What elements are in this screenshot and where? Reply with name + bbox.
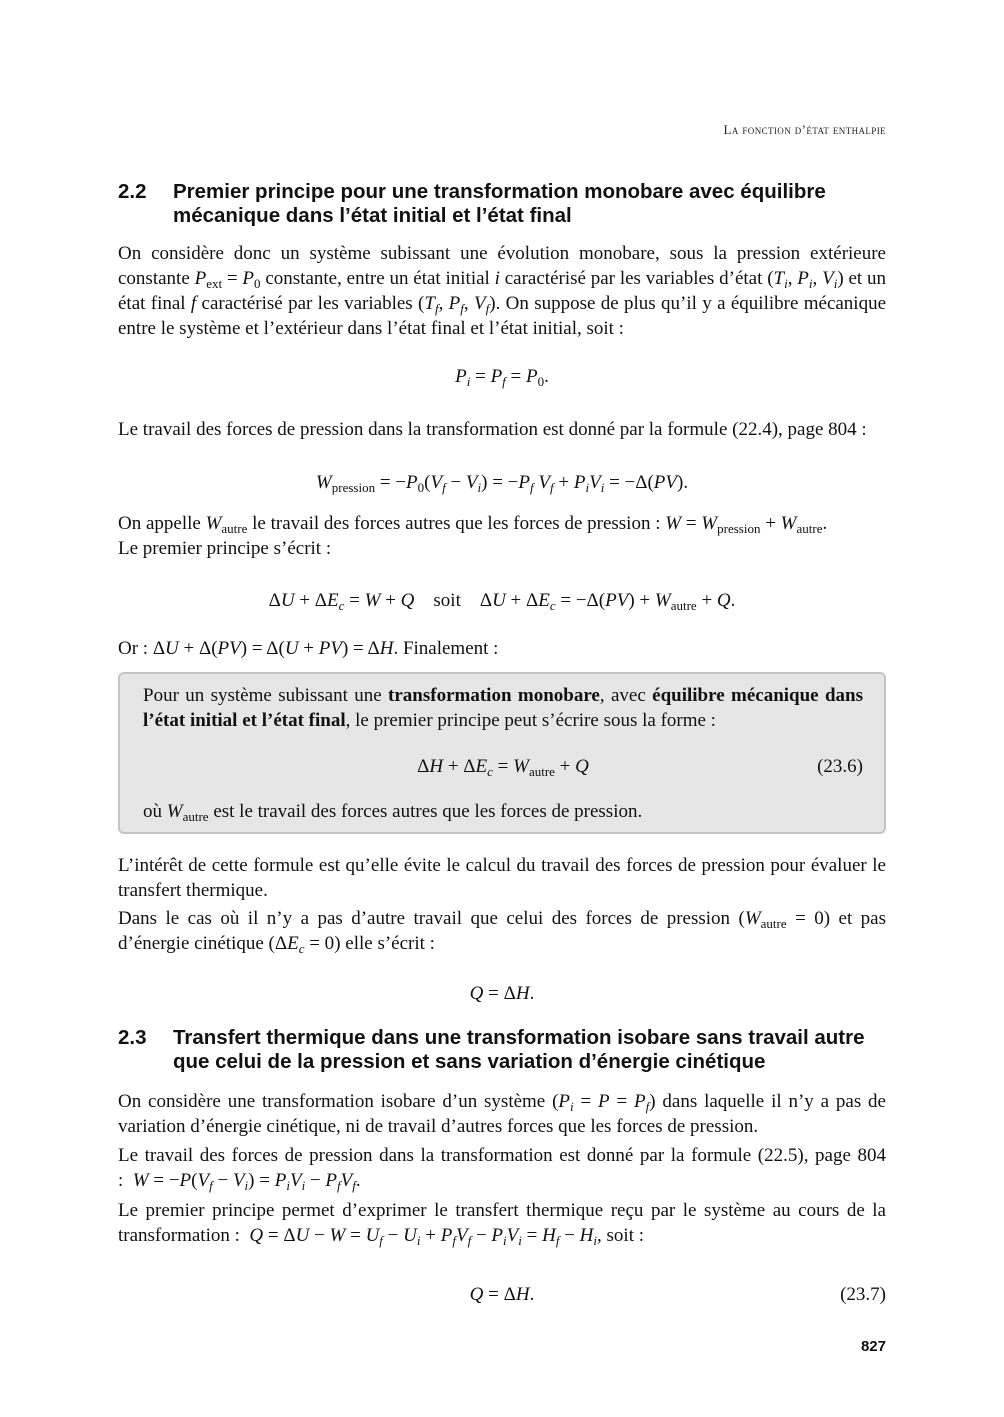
paragraph-special-case: Dans le cas où il n’y a pas d’autre travail que celui des forces de pression $(W_{autre} = 0)$ et pas d’énergie cinétique $(\Delta E_c = 0)$ elle s’écrit :: [118, 908, 886, 956]
paragraph-isobaric: On considère une transformation isobare d’un système $(P_i = P = P_f)$ dans laquelle il n’y a pas de variation d’énergie cinétique, ni de travail d’autres forces que les forces de pression.: [118, 1091, 886, 1137]
page-number: 827: [860, 1338, 886, 1355]
equation-pressure-equality: $P_i = P_f = P_0$.: [455, 366, 549, 389]
equation-first-principle: $\Delta U + \Delta E_c = W + Q$ soit $\Delta U + \Delta E_c = -\Delta(PV) + W_{autre} + Q$.: [268, 590, 736, 613]
equation-work-pressure: $W_{pression} = -P_0(V_f - V_i) = -P_f$ $V_f + P_iV_i = -\Delta(PV)$.: [315, 472, 689, 495]
result-box: [118, 672, 886, 834]
box-statement: Pour un système subissant une transformation monobare, avec équilibre mécanique dans l’état initial et l’état final, le premier principe peut s’écrire sous la forme :: [143, 685, 863, 731]
paragraph-intro: On considère donc un système subissant une évolution monobare, sous la pression extérieure constante $P_{ext} = P_0$ constante, entre un état initial i caractérisé par les variables d’état ($T_i$, $P_i$, $V_i$) et un état final f caractérisé par les variables ($T_f$, $P_f$, $V_f$). On suppose de plus qu’il y a équilibre mécanique entre le système et l’extérieur dans l’état final et l’état initial, soit :: [118, 243, 887, 339]
paragraph-enthalpy: Or : ΔU + Δ(PV) = Δ(U + PV) = ΔH. Finalement :: [118, 638, 499, 659]
section-number: 2.3: [118, 1026, 147, 1049]
equation-q-dh: Q = ΔH.: [469, 983, 535, 1004]
paragraph-isobaric-work: Le travail des forces de pression dans la transformation est donné par la formule (22.5), page 804 : $W = -P(V_f - V_i) = P_iV_i - P_fV_f$.: [118, 1145, 886, 1193]
paragraph-work-pressure: Le travail des forces de pression dans la transformation est donné par la formule (22.4), page 804 :: [118, 419, 867, 440]
section-title: Transfert thermique dans une transformation isobare sans travail autre que celui de la pression et sans variation d’énergie cinétique: [173, 1026, 865, 1073]
paragraph-heat-transfer: Le premier principe permet d’exprimer le transfert thermique reçu par le système au cours de la transformation : $Q = \Delta U - W = U_f - U_i + P_fV_f - P_iV_i = H_f - H_i$, soit :: [118, 1200, 886, 1248]
running-head: La fonction d’état enthalpie: [723, 122, 886, 137]
equation-23-7: Q = ΔH. (23.7): [469, 1284, 886, 1305]
section-2-2-heading: [118, 180, 886, 228]
equation-number: (23.6): [817, 756, 863, 777]
page: [118, 0, 886, 1417]
section-2-3-heading: [118, 1026, 886, 1074]
box-footnote: où $W_{autre}$ est le travail des forces autres que les forces de pression.: [143, 801, 643, 824]
section-number: 2.2: [118, 180, 147, 203]
paragraph-other-work: On appelle $W_{autre}$ le travail des forces autres que les forces de pression : $W = W_{pression} + W_{autre}$. Le premier principe s’écrit :: [118, 513, 828, 559]
box-equation: $\Delta H + \Delta E_c = W_{autre} + Q$ (23.6): [417, 756, 863, 779]
equation-number: (23.7): [840, 1284, 886, 1305]
paragraph-interest: L’intérêt de cette formule est qu’elle évite le calcul du travail des forces de pression pour évaluer le transfert thermique.: [118, 855, 886, 901]
section-title: Premier principe pour une transformation monobare avec équilibre mécanique dans l’état initial et l’état final: [173, 180, 826, 227]
